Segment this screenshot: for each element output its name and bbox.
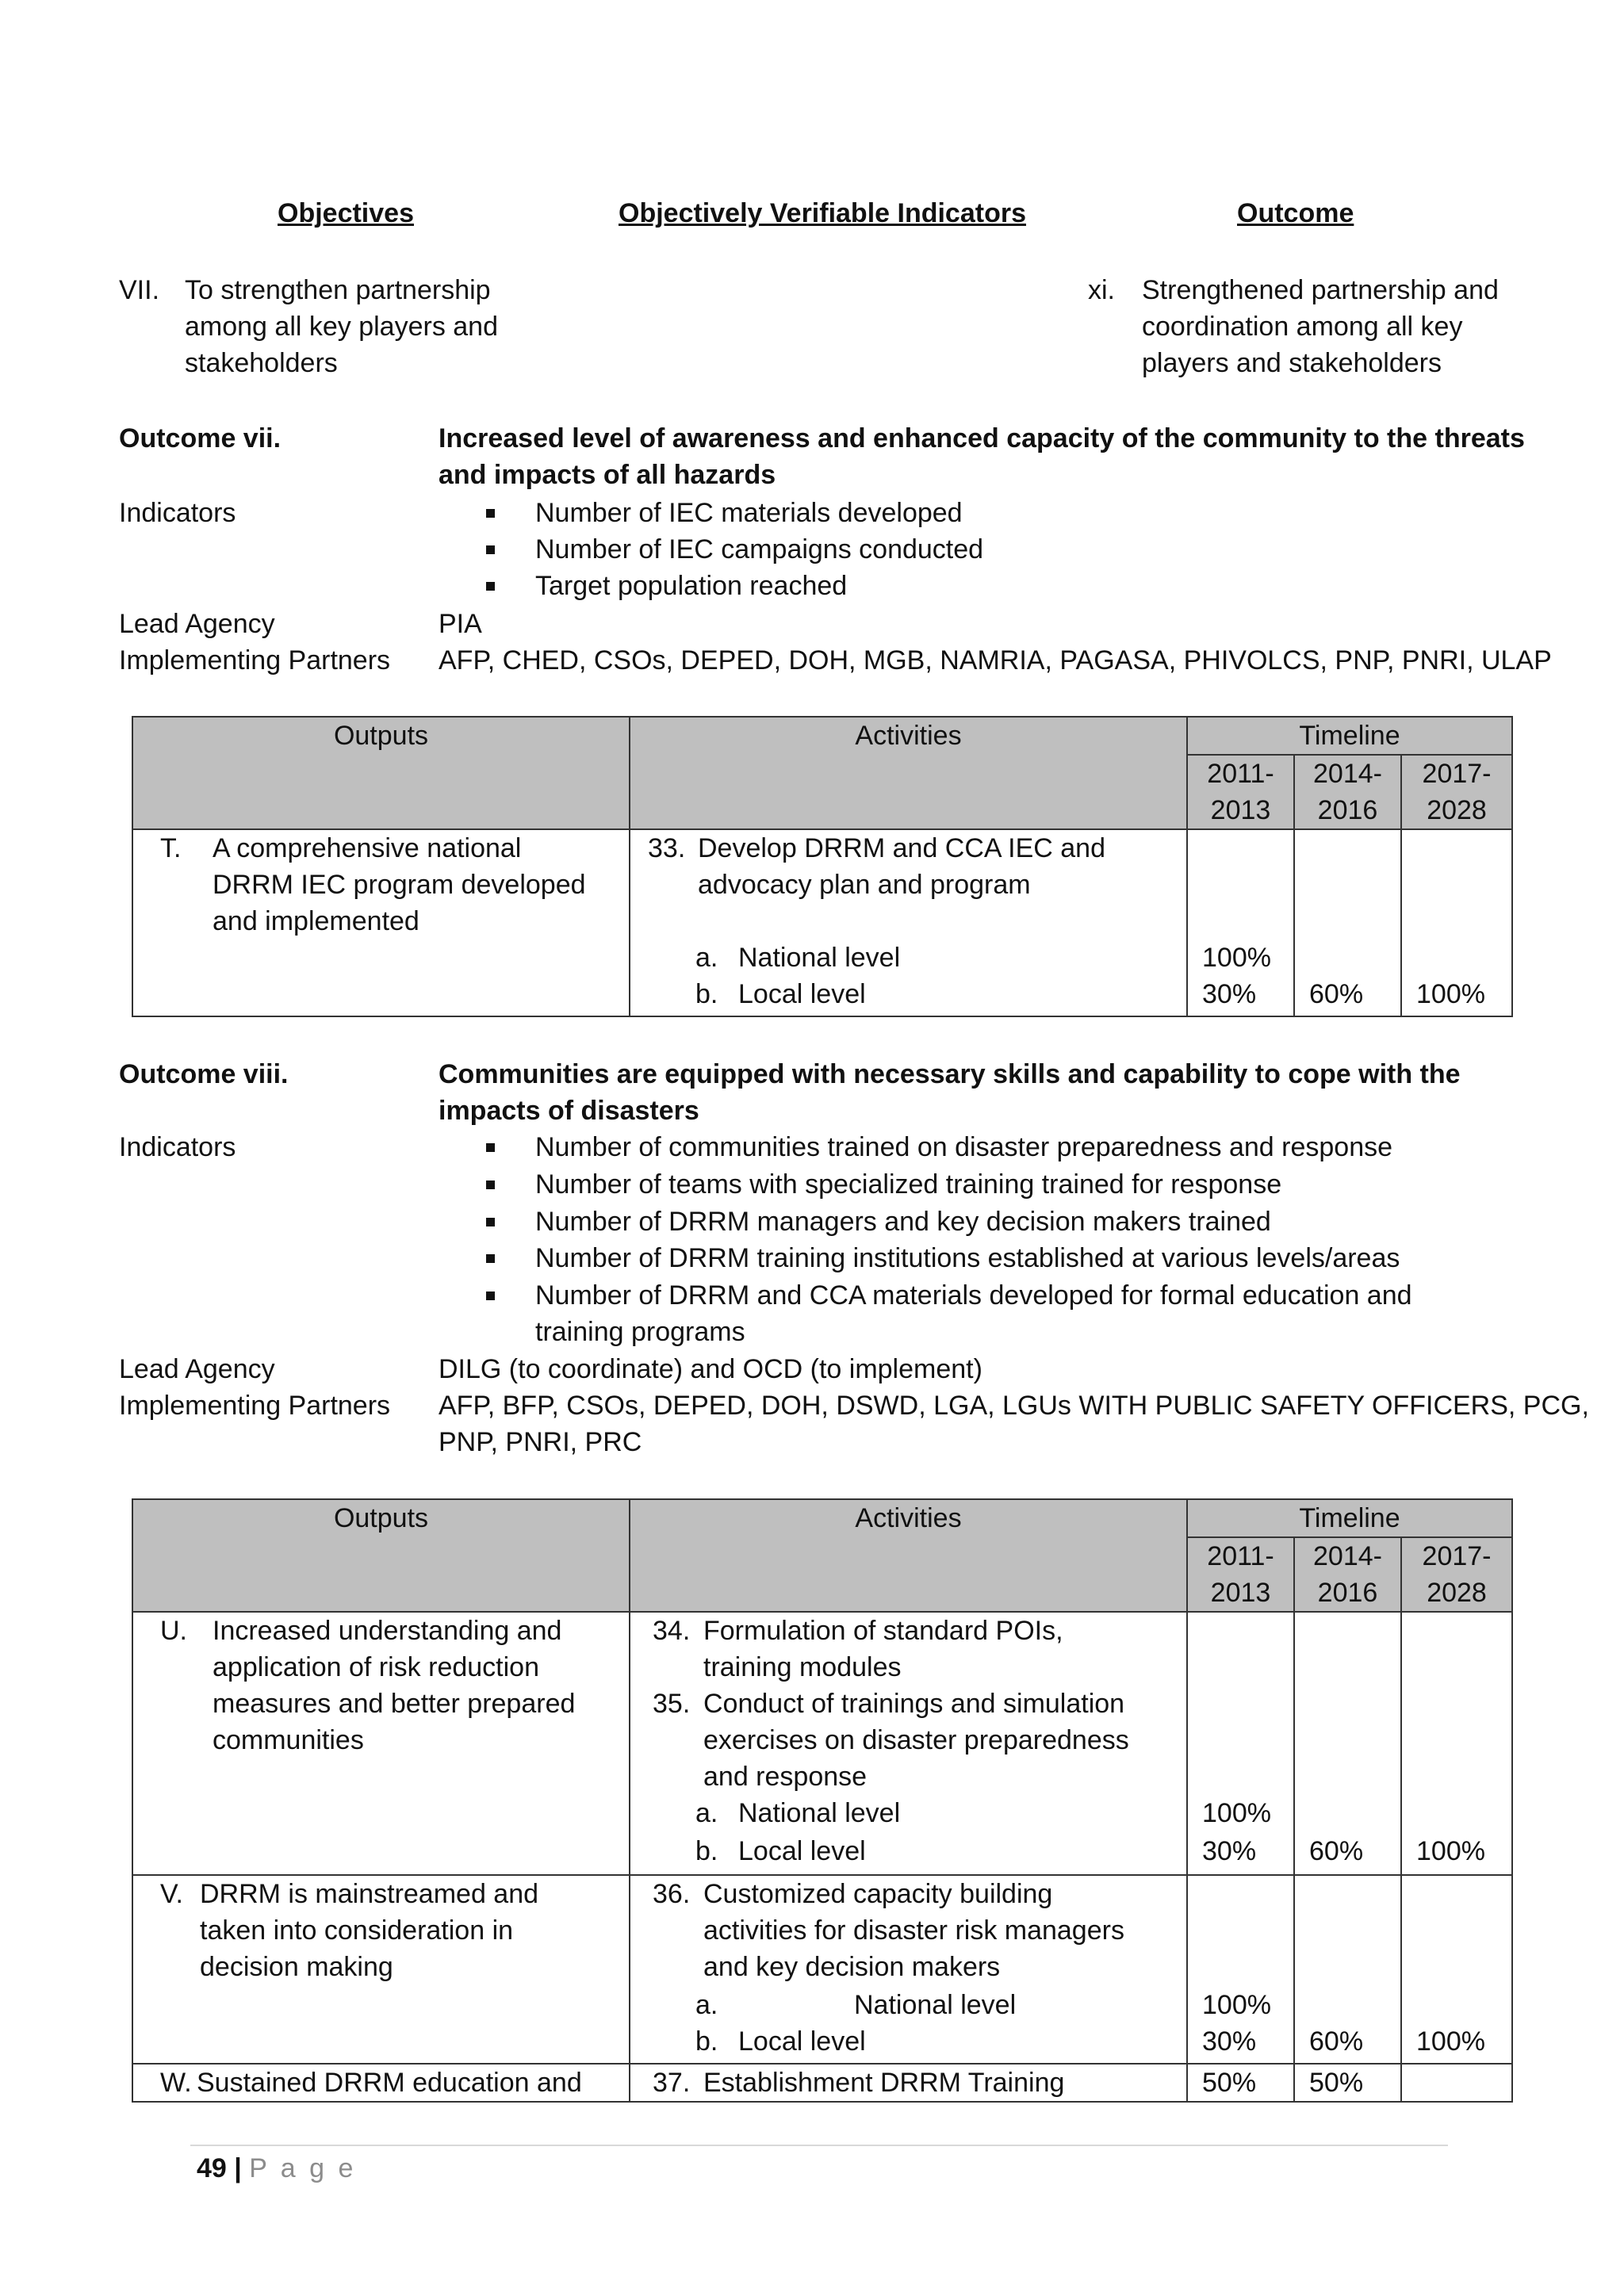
bullet-icon: [486, 582, 495, 591]
timeline-cell: 60%: [1294, 1875, 1401, 2064]
indicator-continuation: training programs: [535, 1317, 745, 1347]
col-header-activities: Activities: [630, 1499, 1187, 1612]
bullet-icon: [486, 1292, 495, 1300]
outcome-vii-lead-label: Lead Agency: [119, 609, 275, 639]
bullet-icon: [486, 1181, 495, 1189]
header-objectives: Objectives: [278, 198, 414, 228]
col-header-timeline: Timeline: [1187, 717, 1512, 755]
timeline-cell: 60%: [1294, 1612, 1401, 1875]
bullet-icon: [486, 509, 495, 518]
page-footer: [197, 2150, 356, 2187]
timeline-cell: 100% 30%: [1187, 1612, 1294, 1875]
period-header: 2014- 2016: [1294, 755, 1401, 829]
outcome-viii-lead-label: Lead Agency: [119, 1354, 275, 1384]
period-header: 2017- 2028: [1401, 1537, 1512, 1612]
outcome-number: xi.: [1088, 275, 1115, 305]
timeline-cell: 100% 30%: [1187, 829, 1294, 1016]
timeline-cell: 60%: [1294, 829, 1401, 1016]
period-header: 2014- 2016: [1294, 1537, 1401, 1612]
outcome-vii-title: Increased level of awareness and enhanced capacity of the community to the threats and impacts of all hazards: [439, 423, 1525, 490]
table-row: [132, 829, 1512, 1016]
activity-cell: 36. Customized capacity building activities for disaster risk managers and key decision makers a. National level b. Local level: [630, 1875, 1187, 2064]
page-separator: |: [234, 2153, 242, 2183]
activity-cell: 37. Establishment DRRM Training: [630, 2064, 1187, 2102]
outcome-viii-indicators-label: Indicators: [119, 1132, 236, 1162]
period-header: 2011- 2013: [1187, 755, 1294, 829]
outcome-viii-partners: AFP, BFP, CSOs, DEPED, DOH, DSWD, LGA, LGUs WITH PUBLIC SAFETY OFFICERS, PCG, PNP, PNRI, PRC: [439, 1391, 1589, 1457]
bullet-icon: [486, 1218, 495, 1226]
bullet-icon: [486, 1143, 495, 1152]
outcome-viii-lead: DILG (to coordinate) and OCD (to implement): [439, 1354, 982, 1384]
output-cell: T. A comprehensive national DRRM IEC program developed and implemented: [132, 829, 630, 1016]
outcome-vii-label: Outcome vii.: [119, 423, 282, 453]
bullet-icon: [486, 545, 495, 554]
output-cell: V. DRRM is mainstreamed and taken into consideration in decision making: [132, 1875, 630, 2064]
footer-divider: [190, 2145, 1448, 2146]
outcome-vii-lead: PIA: [439, 609, 482, 639]
table-row: [132, 2064, 1512, 2102]
page-word: P a g e: [249, 2153, 357, 2183]
activity-cell: 34. Formulation of standard POIs, training modules 35. Conduct of trainings and simulation exercises on disaster preparedness and response a. National level b. Local level: [630, 1612, 1187, 1875]
period-header: 2017- 2028: [1401, 755, 1512, 829]
outcome-viii-title: Communities are equipped with necessary skills and capability to cope with the impacts of disasters: [439, 1059, 1461, 1126]
timeline-cell: [1401, 2064, 1512, 2102]
bullet-icon: [486, 1254, 495, 1263]
timeline-cell: 50%: [1187, 2064, 1294, 2102]
timeline-cell: 100%: [1401, 829, 1512, 1016]
period-header: 2011- 2013: [1187, 1537, 1294, 1612]
timeline-table-1: [132, 716, 1513, 1017]
timeline-cell: 50%: [1294, 2064, 1401, 2102]
outcome-vii-indicators-label: Indicators: [119, 498, 236, 528]
output-cell: U. Increased understanding and application of risk reduction measures and better prepared communities: [132, 1612, 630, 1875]
objective-number: VII.: [119, 275, 160, 305]
output-cell: W. Sustained DRRM education and: [132, 2064, 630, 2102]
header-outcome: Outcome: [1237, 198, 1354, 228]
timeline-table-2: [132, 1498, 1513, 2103]
outcome-vii-partners-label: Implementing Partners: [119, 645, 391, 675]
table-row: [132, 1612, 1512, 1875]
col-header-outputs: Outputs: [132, 717, 630, 829]
activity-cell: 33. Develop DRRM and CCA IEC and advocacy plan and program a. National level b. Local level: [630, 829, 1187, 1016]
timeline-cell: 100%: [1401, 1875, 1512, 2064]
timeline-cell: 100%: [1401, 1612, 1512, 1875]
col-header-outputs: Outputs: [132, 1499, 630, 1612]
col-header-timeline: Timeline: [1187, 1499, 1512, 1537]
outcome-viii-partners-label: Implementing Partners: [119, 1391, 391, 1421]
header-indicators: Objectively Verifiable Indicators: [619, 198, 1026, 228]
objective-text: To strengthen partnership among all key players and stakeholders: [185, 275, 499, 378]
col-header-activities: Activities: [630, 717, 1187, 829]
outcome-vii-partners: AFP, CHED, CSOs, DEPED, DOH, MGB, NAMRIA, PAGASA, PHIVOLCS, PNP, PNRI, ULAP: [439, 645, 1552, 675]
outcome-viii-label: Outcome viii.: [119, 1059, 289, 1089]
outcome-text: Strengthened partnership and coordination among all key players and stakeholders: [1142, 275, 1499, 378]
table-row: [132, 1875, 1512, 2064]
timeline-cell: 100% 30%: [1187, 1875, 1294, 2064]
page-number: 49: [197, 2153, 227, 2183]
